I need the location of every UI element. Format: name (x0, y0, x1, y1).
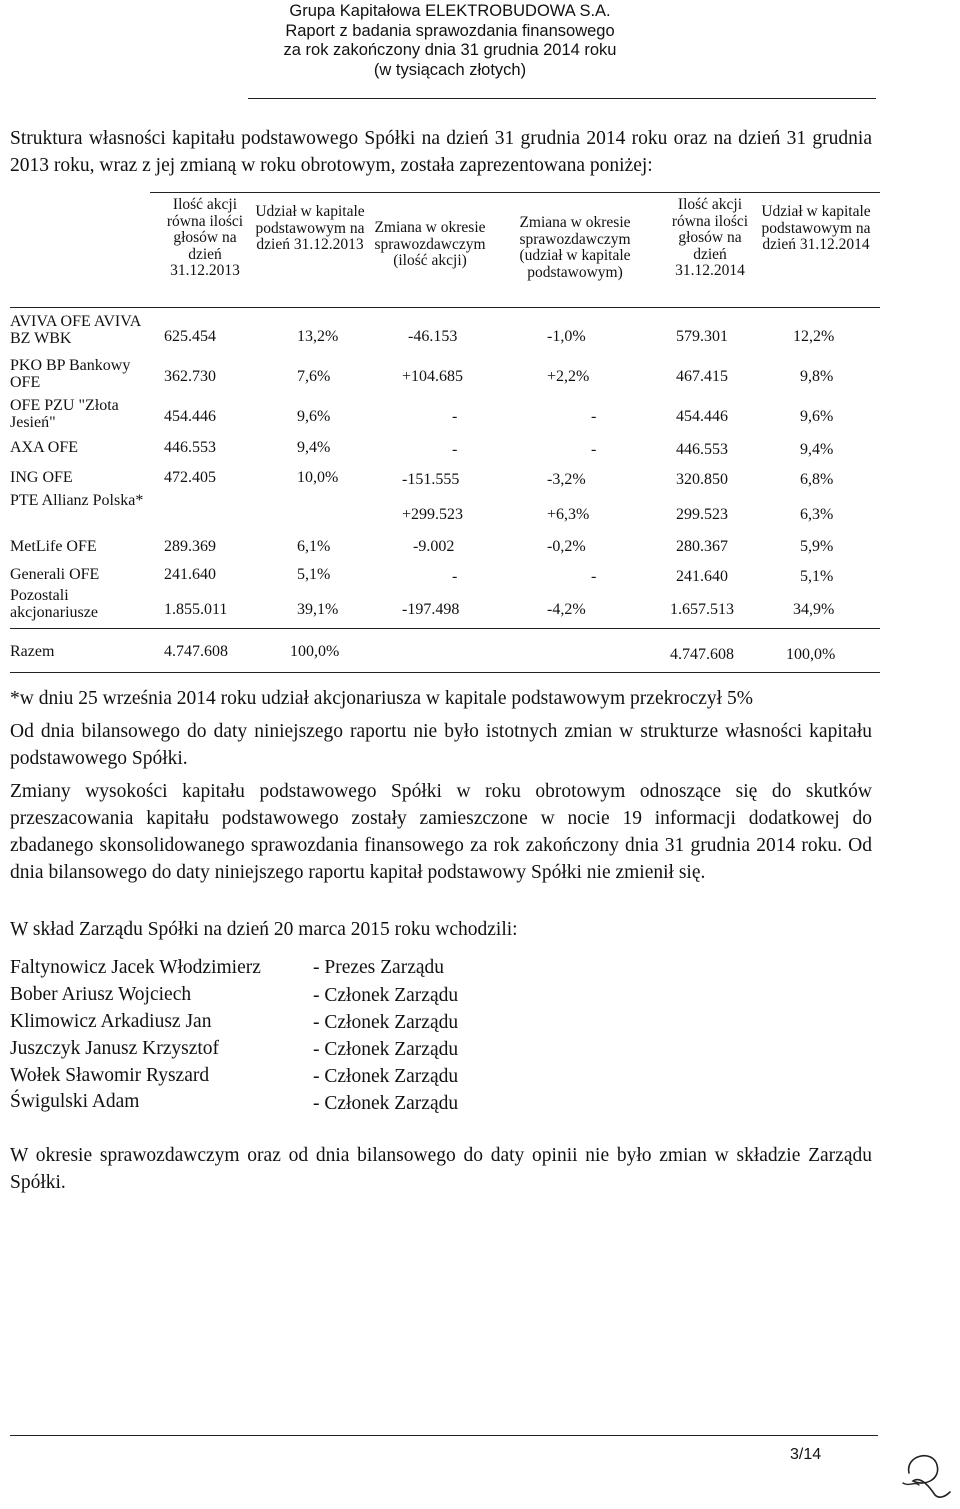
row-share-2013: 7,6% (297, 368, 331, 385)
table-header-rule (10, 307, 880, 308)
table-total-rule (10, 628, 880, 629)
row-shares-2014: 241.640 (676, 568, 728, 585)
row-change-shares: -197.498 (402, 601, 460, 618)
row-change-shares: +299.523 (402, 506, 464, 523)
row-shares-2014: 320.850 (676, 471, 728, 488)
total-share-2014: 100,0% (786, 646, 836, 663)
row-share-2014: 6,8% (800, 471, 834, 488)
row-change-shares: - (452, 408, 458, 425)
page-number: 3/14 (790, 1446, 822, 1463)
row-shares-2013: 625.454 (164, 328, 216, 345)
row-shares-2013: 472.405 (164, 469, 216, 486)
total-share-2013: 100,0% (290, 643, 340, 660)
board-member-role: - Członek Zarządu (313, 1039, 459, 1060)
board-member-name: Świgulski Adam (10, 1091, 140, 1112)
row-shares-2013: 362.730 (164, 368, 216, 385)
row-shares-2014: 1.657.513 (670, 601, 734, 618)
row-name: Generali OFE (10, 566, 100, 583)
report-title: Raport z badania sprawozdania finansowego (285, 21, 615, 40)
col-header-share-2014: Udział w kapitale podstawowym na dzień 31.12.2014 (761, 203, 871, 253)
row-change-share: +2,2% (547, 368, 590, 385)
row-name: PTE Allianz Polska* (10, 492, 144, 509)
col-header-change-shares: Zmiana w okresie sprawozdawczym (ilość akcji) (374, 219, 486, 269)
board-member-name: Klimowicz Arkadiusz Jan (10, 1011, 212, 1032)
footer-rule (10, 1435, 878, 1436)
company-name: Grupa Kapitałowa ELEKTROBUDOWA S.A. (289, 2, 611, 20)
header-rule (248, 98, 876, 99)
row-change-share: -4,2% (547, 601, 586, 618)
row-shares-2013: 454.446 (164, 408, 216, 425)
row-change-shares: - (452, 568, 458, 585)
paragraph-board-unchanged: W okresie sprawozdawczym oraz od dnia bilansowego do daty opinii nie było zmian w składzie Zarządu Spółki. (10, 1145, 872, 1193)
row-shares-2014: 454.446 (676, 408, 728, 425)
row-shares-2014: 579.301 (676, 328, 728, 345)
col-header-share-2013: Udział w kapitale podstawowym na dzień 31.12.2013 (255, 203, 365, 253)
row-change-share: - (591, 408, 597, 425)
row-change-share: +6,3% (547, 506, 590, 523)
board-member-role: - Członek Zarządu (313, 985, 459, 1006)
row-change-shares: - (452, 441, 458, 458)
row-shares-2013: 446.553 (164, 439, 216, 456)
row-name: Pozostali akcjonariusze (10, 587, 98, 621)
board-member-role: - Prezes Zarządu (313, 957, 445, 978)
col-header-shares-2013: Ilość akcji równa ilości głosów na dzień 31.12.2013 (166, 196, 244, 279)
row-change-share: -3,2% (547, 471, 586, 488)
row-shares-2014: 446.553 (676, 441, 728, 458)
board-intro: W skład Zarządu Spółki na dzień 20 marca 2015 roku wchodzili: (10, 919, 518, 940)
row-name: PKO BP Bankowy OFE (10, 357, 131, 391)
row-shares-2013: 241.640 (164, 566, 216, 583)
board-member-name: Bober Ariusz Wojciech (10, 984, 192, 1005)
row-shares-2014: 280.367 (676, 538, 728, 555)
row-share-2014: 9,4% (800, 441, 834, 458)
report-period: za rok zakończony dnia 31 grudnia 2014 roku (283, 41, 617, 59)
board-member-name: Faltynowicz Jacek Włodzimierz (10, 957, 261, 978)
row-shares-2014: 467.415 (676, 368, 728, 385)
row-share-2013: 13,2% (297, 328, 339, 345)
total-label: Razem (10, 643, 55, 660)
table-top-rule (150, 192, 880, 193)
row-share-2013: 9,6% (297, 408, 331, 425)
row-share-2014: 12,2% (793, 328, 835, 345)
paragraph-no-changes: Od dnia bilansowego do daty niniejszego raportu nie było istotnych zmian w strukturze własności kapitału podstawowego Spółki. (10, 721, 872, 769)
table-bottom-rule (10, 672, 880, 673)
table-footnote: *w dniu 25 września 2014 roku udział akcjonariusza w kapitale podstawowym przekroczył 5% (10, 688, 753, 709)
handwritten-initials-icon (895, 1445, 953, 1506)
intro-paragraph: Struktura własności kapitału podstawowego Spółki na dzień 31 grudnia 2014 roku oraz na dzień 31 grudnia 2013 roku, wraz z jej zmianą w roku obrotowym, została zaprezentowana poniżej: (10, 128, 872, 176)
document-header (260, 2, 640, 80)
row-change-share: -1,0% (547, 328, 586, 345)
row-name: OFE PZU "Złota Jesień" (10, 397, 119, 431)
board-member-role: - Członek Zarządu (313, 1066, 459, 1087)
row-share-2013: 39,1% (297, 601, 339, 618)
row-share-2013: 9,4% (297, 439, 331, 456)
row-change-shares: -9.002 (413, 538, 455, 555)
row-share-2013: 10,0% (297, 469, 339, 486)
total-shares-2014: 4.747.608 (670, 646, 734, 663)
total-shares-2013: 4.747.608 (164, 643, 228, 660)
row-share-2013: 5,1% (297, 566, 331, 583)
row-share-2014: 9,8% (800, 368, 834, 385)
board-member-role: - Członek Zarządu (313, 1093, 459, 1114)
report-units: (w tysiącach złotych) (373, 60, 527, 79)
row-name: MetLife OFE (10, 538, 97, 555)
row-change-share: - (591, 441, 597, 458)
board-member-name: Wołek Sławomir Ryszard (10, 1065, 210, 1086)
board-member-role: - Członek Zarządu (313, 1012, 459, 1033)
row-share-2014: 34,9% (793, 601, 835, 618)
row-change-shares: +104.685 (402, 368, 464, 385)
row-change-share: -0,2% (547, 538, 586, 555)
row-change-shares: -46.153 (408, 328, 458, 345)
row-change-share: - (591, 568, 597, 585)
row-change-shares: -151.555 (402, 471, 460, 488)
row-name: ING OFE (10, 469, 73, 486)
row-name: AVIVA OFE AVIVA BZ WBK (10, 313, 141, 347)
row-share-2014: 5,1% (800, 568, 834, 585)
row-name: AXA OFE (10, 439, 79, 456)
row-shares-2013: 1.855.011 (164, 601, 228, 618)
paragraph-capital-changes: Zmiany wysokości kapitału podstawowego Spółki w roku obrotowym odnoszące się do skutków przeszacowania kapitału podstawowego zostały zamieszczone w nocie 19 informacji dodatkowej do zbadanego skonsolidowanego sprawozdania finansowego za rok zakończony dnia 31 grudnia 2014 roku. Od dnia bilansowego do daty niniejszego raportu kapitał podstawowy Spółki nie zmienił się. (10, 781, 872, 883)
row-share-2014: 9,6% (800, 408, 834, 425)
row-shares-2014: 299.523 (676, 506, 728, 523)
row-shares-2013: 289.369 (164, 538, 216, 555)
col-header-change-share: Zmiana w okresie sprawozdawczym (udział w kapitale podstawowym) (519, 214, 631, 281)
row-share-2013: 6,1% (297, 538, 331, 555)
board-member-name: Juszczyk Janusz Krzysztof (10, 1038, 220, 1059)
col-header-shares-2014: Ilość akcji równa ilości głosów na dzień 31.12.2014 (671, 196, 749, 279)
row-share-2014: 6,3% (800, 506, 834, 523)
row-share-2014: 5,9% (800, 538, 834, 555)
